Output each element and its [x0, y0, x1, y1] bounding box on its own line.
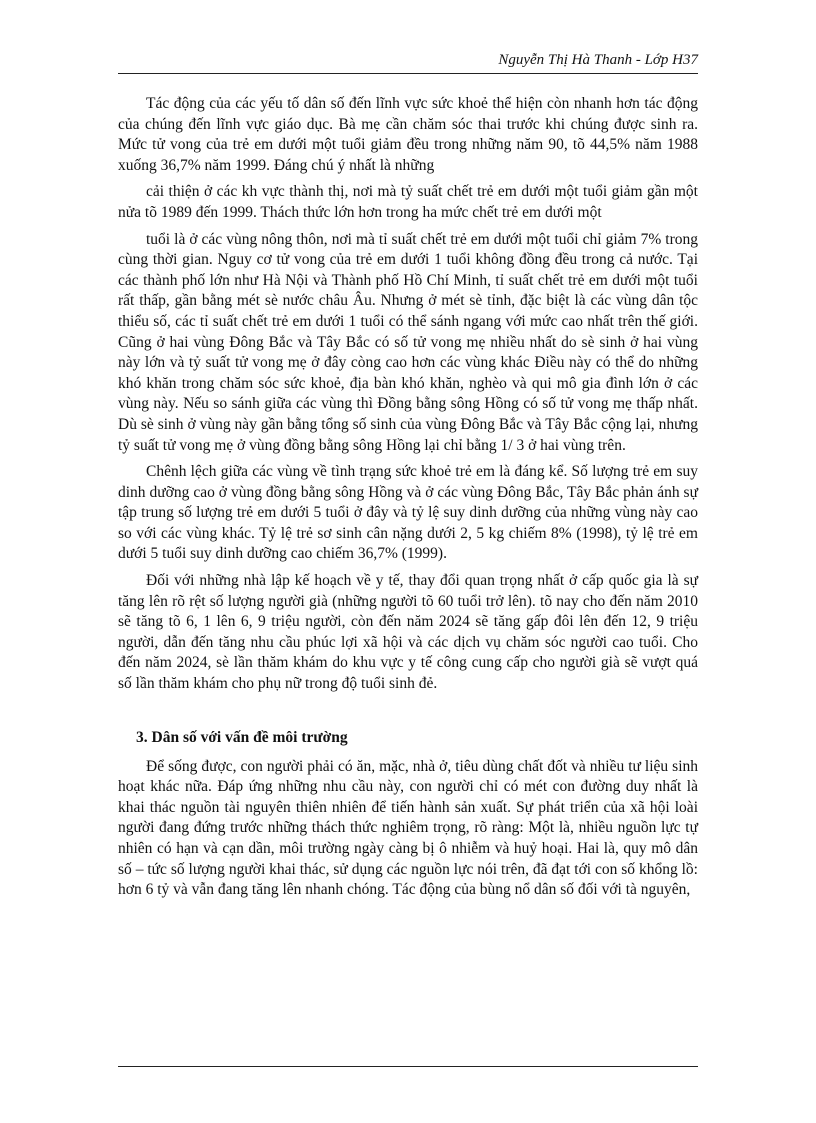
section-heading: 3. Dân số với vấn đề môi trường — [136, 728, 348, 746]
body-paragraph-2: cải thiện ở các kh vực thành thị, nơi mà tỷ suất chết trẻ em dưới một tuổi giảm gần một nửa tõ 1989 đến 1999. Thách thức lớn hơn trong ha mức chết trẻ em dưới một — [118, 183, 698, 221]
body-paragraph-5: Đối với những nhà lập kế hoạch về y tế, thay đổi quan trọng nhất ở cấp quốc gia là sự tăng lên rõ rệt số lượng người già (những người tõ 60 tuổi trở lên). tõ nay cho đến năm 2010 sẽ tăng tõ 6, 1 lên 6, 9 triệu người, còn đến năm 2024 sẽ tăng gấp đôi lên đến 12, 9 triệu người, dẫn đến tăng nhu cầu phúc lợi xã hội và các dịch vụ chăm sóc người cao tuổi. Cho đến năm 2024, sè lần thăm khám do khu vực y tế công cung cấp cho người già sẽ vượt quá số lần thăm khám cho phụ nữ trong độ tuổi sinh đẻ. — [118, 572, 698, 693]
body-paragraph-4: Chênh lệch giữa các vùng về tình trạng sức khoẻ trẻ em là đáng kể. Số lượng trẻ em suy dinh dưỡng cao ở vùng đồng bằng sông Hồng và ở các vùng Đông Bắc, Tây Bắc phản ánh sự tập trung số lượng trẻ em dưới 5 tuổi ở đây và tỷ lệ suy dinh dưỡng của những vùng này cao so với các vùng khác. Tỷ lệ trẻ sơ sinh cân nặng dưới 2, 5 kg chiếm 8% (1998), tỷ lệ trẻ em dưới 5 tuổi suy dinh dưỡng cao chiếm 36,7% (1999). — [118, 463, 698, 563]
page-header-author: Nguyễn Thị Hà Thanh - Lớp H37 — [498, 52, 698, 68]
body-paragraph-1: Tác động của các yếu tố dân số đến lĩnh vực sức khoẻ thể hiện còn nhanh hơn tác động của chúng đến lĩnh vực giáo dục. Bà mẹ cần chăm sóc thai trước khi chúng được sinh ra. Mức tử vong của trẻ em dưới một tuổi giảm đều trong những năm 90, tõ 44,5% năm 1988 xuống 36,7% năm 1999. Đáng chú ý nhất là những — [118, 95, 698, 174]
footer-rule — [118, 1066, 698, 1067]
header-rule — [118, 73, 698, 74]
page-content — [118, 94, 698, 901]
body-paragraph-3: tuổi là ở các vùng nông thôn, nơi mà tỉ suất chết trẻ em dưới một tuổi chỉ giảm 7% trong cùng thời gian. Nguy cơ tử vong của trẻ em dưới 1 tuổi không đồng đều trong cả nước. Tại các thành phố lớn như Hà Nội và Thành phố Hồ Chí Minh, tỉ suất chết trẻ em dưới một tuổi rất thấp, gần bằng mét sè nước châu Âu. Nhưng ở mét sè tỉnh, đặc biệt là các vùng dân tộc thiểu số, các tỉ suất chết trẻ em dưới 1 tuổi có thể sánh ngang với mức cao nhất trên thế giới. Cũng ở hai vùng Đông Bắc và Tây Bắc có số tử vong mẹ nhiều nhất do sè sinh ở hai vùng này lớn và tỷ suất tử vong mẹ ở đây còng cao hơn các vùng khác Điều này có thể do những khó khăn trong chăm sóc sức khoẻ, địa bàn khó khăn, nghèo và qui mô gia đình lớn ở các vùng này. Nếu so sánh giữa các vùng thì Đồng bằng sông Hồng có số tử vong mẹ thấp nhất. Dù sè sinh ở vùng này gần bằng tổng số sinh của vùng Đông Bắc và Tây Bắc cộng lại, nhưng tỷ suất tử vong mẹ ở vùng đồng bằng sông Hồng lại chỉ bằng 1/ 3 ở hai vùng trên. — [118, 230, 698, 454]
section-paragraph: Để sống được, con người phải có ăn, mặc, nhà ở, tiêu dùng chất đốt và nhiều tư liệu sinh hoạt khác nữa. Đáp ứng những nhu cầu này, con người chỉ có mét con đường duy nhất là khai thác nguồn tài nguyên thiên nhiên để tiến hành sản xuất. Sự phát triển của xã hội loài người đang đứng trước những thách thức nghiêm trọng, rõ ràng: Một là, nhiều nguồn lực tự nhiên có hạn và cạn dần, môi trường ngày càng bị ô nhiễm và huỷ hoại. Hai là, quy mô dân số – tức số lượng người khai thác, sử dụng các nguồn lực nói trên, đã đạt tới con số khổng lồ: hơn 6 tỷ và vẫn đang tăng lên nhanh chóng. Tác động của bùng nổ dân số đối với tà nguyên, — [118, 757, 698, 899]
